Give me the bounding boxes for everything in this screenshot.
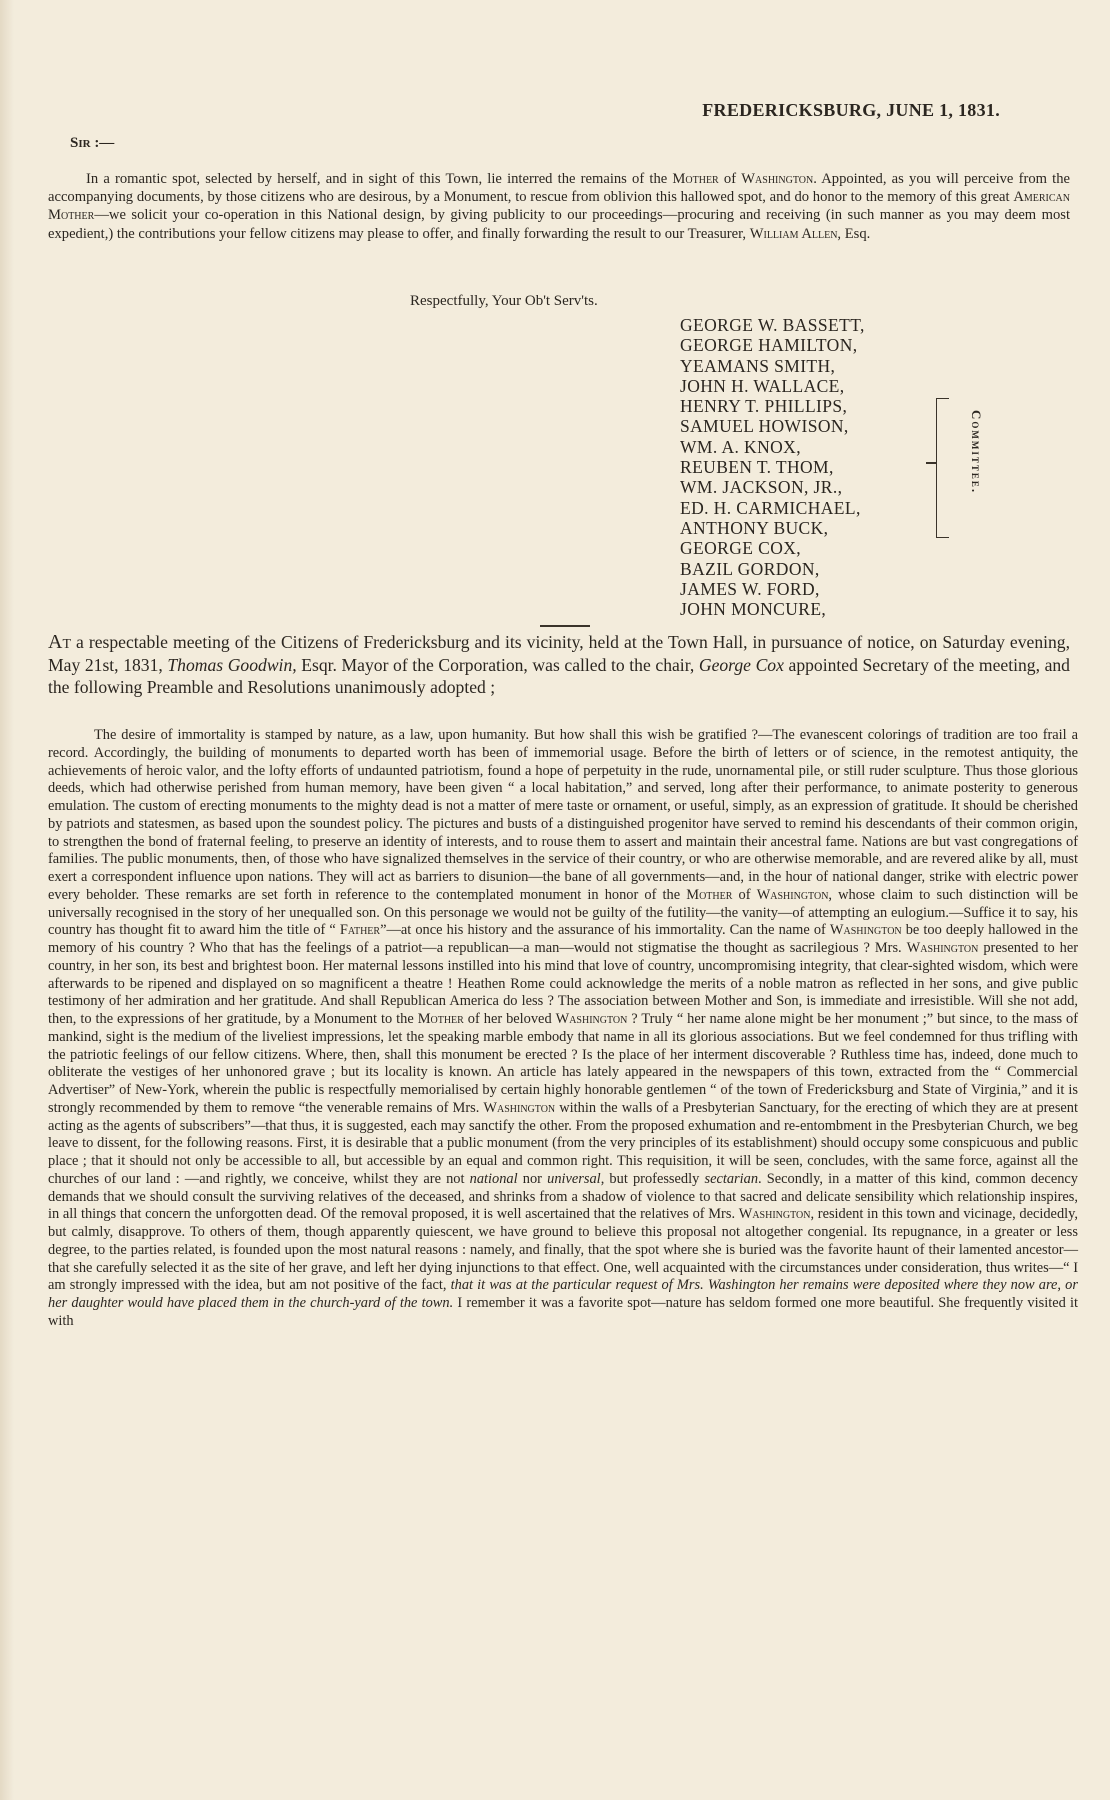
small-caps-text: Washington (738, 1206, 811, 1223)
small-caps-text: Father (339, 922, 381, 939)
committee-member: HENRY T. PHILLIPS, (680, 396, 848, 417)
committee-member: ED. H. CARMICHAEL, (680, 497, 861, 518)
page-edge (0, 0, 14, 1800)
committee-label: Committee. (969, 410, 984, 495)
small-caps-text: Washington (829, 922, 902, 939)
committee-brace-tip (926, 462, 936, 464)
lead-word: At (48, 631, 71, 653)
committee-member: WM. A. KNOX, (680, 436, 801, 457)
salutation: Sir :— (70, 135, 115, 151)
section-rule (540, 625, 590, 627)
small-caps-text: Washington (741, 171, 814, 187)
committee-member: BAZIL GORDON, (680, 558, 820, 579)
committee-member: JAMES W. FORD, (680, 578, 820, 599)
small-caps-text: Washington (555, 1011, 628, 1027)
small-caps-text: Mother (672, 171, 719, 187)
italic-text: that it was at the particular request of Mrs. Washington her remains were deposited where they now are, or her daughter would have placed them in the church-yard of the town. (48, 1277, 1078, 1311)
italic-text: Thomas Goodwin, (167, 654, 297, 675)
committee-member: SAMUEL HOWISON, (680, 416, 849, 437)
italic-text: George Cox (698, 654, 784, 675)
committee-member: ANTHONY BUCK, (680, 517, 829, 538)
committee-list (680, 315, 865, 619)
committee-member: GEORGE COX, (680, 538, 802, 559)
signoff: Respectfully, Your Ob't Serv'ts. (410, 293, 598, 309)
dateline: FREDERICKSBURG, JUNE 1, 1831. (702, 100, 1000, 120)
committee-member: REUBEN T. THOM, (680, 457, 834, 478)
committee-brace (936, 398, 949, 538)
small-caps-text: Mother (417, 1011, 464, 1027)
committee-member: JOHN H. WALLACE, (680, 375, 845, 396)
small-caps-text: Washington (906, 940, 979, 956)
small-caps-text: William Allen (749, 225, 838, 242)
letter-paragraph: In a romantic spot, selected by herself, and in sight of this Town, lie interred the remains of the Mother of Washington. Appointed, as you will perceive from the accompanying documents, by those citizens who are desirous, by a Monument, to rescue from oblivion this hallowed spot, and do honor to the memory of this great American Mother—we solicit your co-operation in this National design, by giving publicity to our proceedings—procuring and receiving (in such manner as you may deem most expedient,) the contributions your fellow citizens may please to offer, and finally forwarding the result to our Treasurer, William Allen, Esq. (48, 171, 1070, 242)
committee-member: YEAMANS SMITH, (680, 355, 836, 376)
small-caps-text: Mother (686, 886, 733, 903)
committee-member: GEORGE W. BASSETT, (680, 315, 865, 335)
committee-member: JOHN MONCURE, (680, 599, 827, 620)
small-caps-text: Washington (756, 886, 829, 903)
italic-text: sectarian (704, 1170, 759, 1187)
italic-text: universal (547, 1170, 601, 1187)
italic-text: national (469, 1170, 518, 1187)
committee-member: GEORGE HAMILTON, (680, 335, 858, 356)
committee-member: WM. JACKSON, JR., (680, 477, 843, 498)
small-caps-text: American Mother (48, 189, 1070, 224)
small-caps-text: Washington (483, 1099, 556, 1116)
meeting-paragraph: At a respectable meeting of the Citizens of Fredericksburg and its vicinity, held at the Town Hall, in pursuance of notice, on Saturday evening, May 21st, 1831, Thomas Goodwin, Esqr. Mayor of the Corporation, was called to the chair, George Cox appointed Secretary of the meeting, and the following Preamble and Resolutions unanimously adopted ; (48, 631, 1070, 698)
preamble-paragraph: The desire of immortality is stamped by nature, as a law, upon humanity. But how shall this wish be gratified ?—The evanescent colorings of tradition are too frail a record. Accordingly, the building of monuments to departed worth has been of immemorial usage. Before the birth of letters or of science, in the remotest antiquity, the achievements of heroic valor, and the lofty efforts of undaunted patriotism, found a hope of perpetuity in the rude, unornamental pile, or still ruder sculpture. Thus those glorious deeds, which had otherwise perished from human memory, have been given “ a local habitation,” and served, long after their performance, to animate posterity to generous emulation. The custom of erecting monuments to the mighty dead is not a matter of mere taste or ornament, or useful, simply, as an expression of gratitude. It should be cherished by patriots and statesmen, as based upon the soundest policy. The pictures and busts of a distinguished progenitor have served to remind his descendants of their common origin, to strengthen the bond of fraternal feeling, to preserve an identity of interests, and to rouse them to assert and maintain their ancestral fame. Nations are but vast congregations of families. The public monuments, then, of those who have signalized themselves in the service of their country, or who are otherwise memorable, and are revered alike by all, must exert a correspondent influence upon nations. They will act as barriers to disunion—the bane of all governments—and, in the hour of national danger, strike with electric power every beholder. These remarks are set forth in reference to the contemplated monument in honor of the Mother of Washington, whose claim to such distinction will be universally recognised in the story of her unequalled son. On this personage we would not be guilty of the futility—the vanity—of attempting an eulogium.—Suffice it to say, his country has thought fit to award him the title of “ Father”—at once his history and the assurance of his immortality. Can the name of Washington be too deeply hallowed in the memory of his country ? Who that has the feelings of a patriot—a republican—a man—would not stigmatise the thought as sacrilegious ? Mrs. Washington presented to her country, in her son, its best and brightest boon. Her maternal lessons instilled into his mind that love of country, uncompromising integrity, that clear-sighted wisdom, which were afterwards to be ripened and displayed on so magnificent a theatre ! Heathen Rome could acknowledge the merits of a noble matron as reflected in her sons, and give public testimony of her admiration and her gratitude. And shall Republican America do less ? The association between Mother and Son, is immediate and irresistible. Will she not add, then, to the expressions of her gratitude, by a Monument to the Mother of her beloved Washington ? Truly “ her name alone might be her monument ;” but since, to the mass of mankind, sight is the medium of the liveliest impressions, let the speaking marble embody that name in all its glorious associations. But we feel condemned for thus trifling with the patriotic feelings of our fellow citizens. Where, then, shall this monument be erected ? Is the place of her interment discoverable ? Ruthless time has, indeed, done much to obliterate the vestiges of her unhonored grave ; but its locality is known. An article has lately appeared in the newspapers of this town, extracted from the “ Commercial Advertiser” of New-York, wherein the public is respectfully memorialised by certain highly honorable gentlemen “ of the town of Fredericksburg and State of Virginia,” and it is strongly recommended by them to remove “the venerable remains of Mrs. Washington within the walls of a Presbyterian Sanctuary, for the erecting of which they are at present acting as the agents of subscribers”—that thus, it is suggested, each may sanctify the other. From the proposed exhumation and re-entombment in the Presbyterian Church, we beg leave to dissent, for the following reasons. First, it is desirable that a public monument (from the very principles of its establishment) should occupy some conspicuous and public place ; that it should not only be accessible to all, but accessible by an equal and common right. This requisition, it will be seen, concludes, with the same force, against all the churches of our land : —and rightly, we conceive, whilst they are not national nor universal, but professedly sectarian. Secondly, in a matter of this kind, common decency demands that we should consult the surviving relatives of the deceased, and shrinks from a shadow of violence to that sacred and delicate sensibility which relationship inspires, in all things that concern the unforgotten dead. Of the removal proposed, it is well ascertained that the relatives of Mrs. Washington, resident in this town and vicinage, decidedly, but calmly, disapprove. To others of them, though apparently quiescent, we have ground to believe this proposal not altogether congenial. Its repugnance, in a greater or less degree, to the parties related, is founded upon the most natural reasons : namely, and finally, that the spot where she is buried was the favorite haunt of their lamented ancestor—that she carefully selected it as the site of her grave, and left her dying injunctions to that effect. One, well acquainted with the circumstances under consideration, thus writes—“ I am strongly impressed with the idea, but am not positive of the fact, that it was at the particular request of Mrs. Washington her remains were deposited where they now are, or her daughter would have placed them in the church-yard of the town. I remember it was a favorite spot—nature has seldom formed one more beautiful. She frequently visited it with (48, 727, 1079, 1329)
